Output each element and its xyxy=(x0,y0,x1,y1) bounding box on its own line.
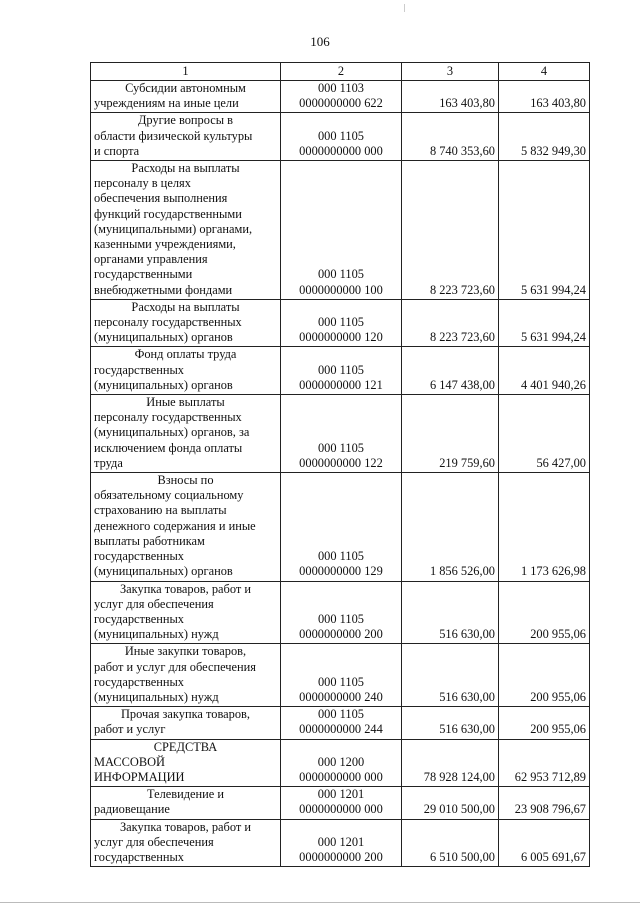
row-name-line: государственных xyxy=(94,674,185,689)
row-code-line: 000 1200 xyxy=(317,754,365,769)
row-name-cell xyxy=(91,113,281,161)
row-name-line: работ и услуг xyxy=(94,722,166,737)
row-code-line: 0000000000 622 xyxy=(299,96,383,111)
row-code-line: 0000000000 200 xyxy=(299,627,383,642)
row-name-line: государственных xyxy=(94,611,185,626)
row-name-line: персоналу в целях xyxy=(94,176,191,191)
header-col-1: 1 xyxy=(91,63,281,81)
row-fact-amount: 5 631 994,24 xyxy=(499,299,590,347)
row-code-line: 0000000000 100 xyxy=(299,282,383,297)
table-row xyxy=(91,347,590,395)
row-name-line: (муниципальных) нужд xyxy=(94,689,219,704)
row-code-line: 0000000000 000 xyxy=(299,143,383,158)
row-plan-amount: 8 740 353,60 xyxy=(402,113,499,161)
table-row xyxy=(91,395,590,473)
row-name-line: учреждениям на иные цели xyxy=(94,96,239,111)
row-code-cell xyxy=(281,644,402,707)
row-code-cell xyxy=(281,707,402,739)
row-name-cell xyxy=(91,644,281,707)
row-name-line: органами управления xyxy=(94,252,208,267)
row-fact-amount: 5 631 994,24 xyxy=(499,161,590,300)
row-name-line: Закупка товаров, работ и xyxy=(119,819,252,834)
row-plan-amount: 78 928 124,00 xyxy=(402,739,499,787)
table-row xyxy=(91,581,590,644)
row-code-cell xyxy=(281,473,402,581)
row-code-cell xyxy=(281,347,402,395)
row-code-cell xyxy=(281,161,402,300)
row-name-line: радиовещание xyxy=(94,802,170,817)
row-name-line: труда xyxy=(94,455,123,470)
row-name-cell xyxy=(91,347,281,395)
row-name-line: услуг для обеспечения xyxy=(94,834,214,849)
row-code-line: 0000000000 122 xyxy=(299,455,383,470)
row-name-line: услуг для обеспечения xyxy=(94,596,214,611)
row-name-cell xyxy=(91,395,281,473)
row-name-line: Прочая закупка товаров, xyxy=(120,707,250,722)
row-name-line: (муниципальными) органами, xyxy=(94,221,253,236)
row-name-cell xyxy=(91,707,281,739)
row-fact-amount: 56 427,00 xyxy=(499,395,590,473)
row-name-line: внебюджетными фондами xyxy=(94,282,233,297)
row-name-cell xyxy=(91,739,281,787)
row-name-line: исключением фонда оплаты xyxy=(94,440,243,455)
row-code-cell xyxy=(281,81,402,113)
table-row xyxy=(91,707,590,739)
row-plan-amount: 29 010 500,00 xyxy=(402,787,499,819)
row-name-line: (муниципальных) органов xyxy=(94,564,233,579)
row-plan-amount: 516 630,00 xyxy=(402,707,499,739)
row-name-line: Иные закупки товаров, xyxy=(124,644,247,659)
row-code-line: 000 1105 xyxy=(317,440,364,455)
row-plan-amount: 516 630,00 xyxy=(402,581,499,644)
table-row xyxy=(91,644,590,707)
row-code-line: 000 1201 xyxy=(317,834,365,849)
row-code-cell xyxy=(281,581,402,644)
scan-mark xyxy=(404,4,405,12)
table-row xyxy=(91,787,590,819)
row-name-line: функций государственными xyxy=(94,206,242,221)
row-name-line: персоналу государственных xyxy=(94,410,242,425)
row-code-line: 000 1105 xyxy=(317,674,364,689)
row-name-line: СРЕДСТВА xyxy=(153,739,218,754)
row-fact-amount: 62 953 712,89 xyxy=(499,739,590,787)
row-fact-amount: 23 908 796,67 xyxy=(499,787,590,819)
row-fact-amount: 6 005 691,67 xyxy=(499,819,590,867)
table-row xyxy=(91,113,590,161)
row-name-line: выплаты работникам xyxy=(94,533,205,548)
table-row xyxy=(91,739,590,787)
row-name-line: Фонд оплаты труда xyxy=(134,347,237,362)
row-name-line: государственных xyxy=(94,362,185,377)
row-code-line: 0000000000 244 xyxy=(299,722,383,737)
row-code-cell xyxy=(281,395,402,473)
row-name-line: Взносы по xyxy=(157,473,214,488)
row-name-line: ИНФОРМАЦИИ xyxy=(94,769,185,784)
row-fact-amount: 200 955,06 xyxy=(499,707,590,739)
row-name-cell xyxy=(91,819,281,867)
row-name-line: (муниципальных) нужд xyxy=(94,627,219,642)
row-name-line: области физической культуры xyxy=(94,128,253,143)
row-code-line: 000 1105 xyxy=(317,315,364,330)
row-code-line: 0000000000 129 xyxy=(299,564,383,579)
row-name-line: МАССОВОЙ xyxy=(94,754,165,769)
row-code-cell xyxy=(281,819,402,867)
page-number: 106 xyxy=(310,34,330,49)
row-name-line: персоналу государственных xyxy=(94,315,242,330)
row-name-line: обеспечения выполнения xyxy=(94,191,228,206)
row-code-line: 0000000000 200 xyxy=(299,849,383,864)
row-plan-amount: 1 856 526,00 xyxy=(402,473,499,581)
row-name-line: Другие вопросы в xyxy=(137,113,234,128)
row-plan-amount: 6 510 500,00 xyxy=(402,819,499,867)
row-name-cell xyxy=(91,473,281,581)
header-col-2: 2 xyxy=(281,63,402,81)
row-plan-amount: 6 147 438,00 xyxy=(402,347,499,395)
row-name-cell xyxy=(91,299,281,347)
row-name-cell xyxy=(91,581,281,644)
budget-table-body xyxy=(91,63,590,867)
row-code-line: 000 1105 xyxy=(317,128,364,143)
row-name-line: и спорта xyxy=(94,143,140,158)
row-name-line: работ и услуг для обеспечения xyxy=(94,659,256,674)
row-name-line: (муниципальных) органов, за xyxy=(94,425,250,440)
row-fact-amount: 200 955,06 xyxy=(499,644,590,707)
row-code-line: 000 1105 xyxy=(317,549,364,564)
row-name-cell xyxy=(91,161,281,300)
row-name-line: государственных xyxy=(94,849,185,864)
row-name-line: Иные выплаты xyxy=(146,395,225,410)
row-name-line: Телевидение и xyxy=(146,787,225,802)
row-name-line: Субсидии автономным xyxy=(125,81,246,95)
row-code-cell xyxy=(281,299,402,347)
row-fact-amount: 4 401 940,26 xyxy=(499,347,590,395)
table-row xyxy=(91,81,590,113)
row-name-cell xyxy=(91,787,281,819)
table-row xyxy=(91,473,590,581)
table-row xyxy=(91,299,590,347)
row-code-line: 000 1105 xyxy=(317,707,364,722)
row-name-line: Закупка товаров, работ и xyxy=(119,581,252,596)
row-code-cell xyxy=(281,787,402,819)
row-plan-amount: 163 403,80 xyxy=(402,81,499,113)
table-header-row xyxy=(91,63,590,81)
table-row xyxy=(91,161,590,300)
row-code-cell xyxy=(281,739,402,787)
row-plan-amount: 219 759,60 xyxy=(402,395,499,473)
row-code-line: 000 1201 xyxy=(317,787,365,802)
row-code-line: 0000000000 000 xyxy=(299,769,383,784)
page-bottom-edge xyxy=(0,902,640,903)
row-plan-amount: 8 223 723,60 xyxy=(402,299,499,347)
row-name-line: обязательному социальному xyxy=(94,488,244,503)
row-plan-amount: 8 223 723,60 xyxy=(402,161,499,300)
row-plan-amount: 516 630,00 xyxy=(402,644,499,707)
row-name-line: (муниципальных) органов xyxy=(94,330,233,345)
row-fact-amount: 200 955,06 xyxy=(499,581,590,644)
row-name-line: страхованию на выплаты xyxy=(94,503,227,518)
row-code-line: 0000000000 120 xyxy=(299,330,383,345)
row-name-line: государственными xyxy=(94,267,193,282)
header-col-4: 4 xyxy=(499,63,590,81)
row-name-line: Расходы на выплаты xyxy=(131,299,240,314)
row-name-line: денежного содержания и иные xyxy=(94,518,256,533)
table-row xyxy=(91,819,590,867)
row-name-line: казенными учреждениями, xyxy=(94,237,236,252)
row-fact-amount: 5 832 949,30 xyxy=(499,113,590,161)
row-name-line: (муниципальных) органов xyxy=(94,377,233,392)
row-code-line: 0000000000 121 xyxy=(299,377,383,392)
row-fact-amount: 1 173 626,98 xyxy=(499,473,590,581)
row-code-line: 000 1103 xyxy=(317,81,364,95)
row-name-cell xyxy=(91,81,281,113)
row-code-line: 000 1105 xyxy=(317,362,364,377)
budget-table xyxy=(90,62,590,867)
row-code-line: 0000000000 240 xyxy=(299,689,383,704)
header-col-3: 3 xyxy=(402,63,499,81)
row-code-cell xyxy=(281,113,402,161)
row-code-line: 000 1105 xyxy=(317,611,364,626)
row-name-line: Расходы на выплаты xyxy=(131,161,240,176)
row-fact-amount: 163 403,80 xyxy=(499,81,590,113)
row-name-line: государственных xyxy=(94,549,185,564)
row-code-line: 000 1105 xyxy=(317,267,364,282)
row-code-line: 0000000000 000 xyxy=(299,802,383,817)
